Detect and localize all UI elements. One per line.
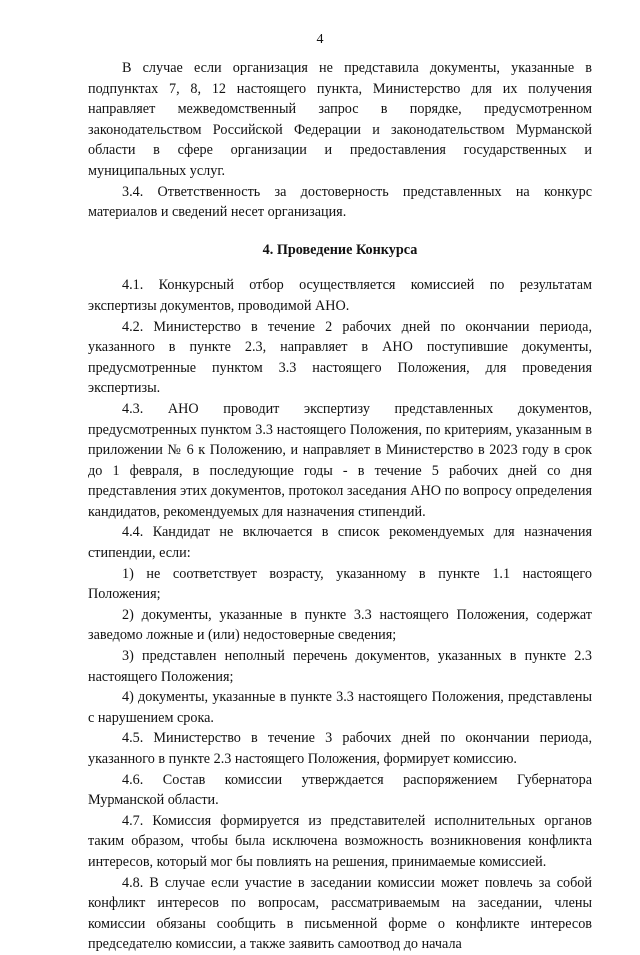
list-item-4-4-4: 4) документы, указанные в пункте 3.3 настоящего Положения, представлены с нарушением срока. [88,689,592,726]
list-item-4-4-1: 1) не соответствует возрасту, указанному в пункте 1.1 настоящего Положения; [88,565,592,603]
section-heading: 4. Проведение Конкурса [262,241,418,258]
paragraph-4-3: 4.3. АНО проводит экспертизу представленных документов, предусмотренных пунктом 3.3 настоящего Положения, по критериям, указанным в приложении № 6 к Положению, и направляет в Министерство в 2023 году в срок до 1 февраля, в последующие годы - в течение 5 рабочих дней со дня представления этих документов, протокол заседания АНО по вопросу определения кандидатов, рекомендуемых для назначения стипендий. [88,400,592,520]
paragraph-4-5: 4.5. Министерство в течение 3 рабочих дней по окончании периода, указанного в пункте 2.3 настоящего Положения, формирует комиссию. [88,730,592,767]
paragraph-4-1: 4.1. Конкурсный отбор осуществляется комиссией по результатам экспертизы документов, проводимой АНО. [88,277,592,314]
paragraph-4-2: 4.2. Министерство в течение 2 рабочих дней по окончании периода, указанного в пункте 2.3, направляет в АНО поступившие документы, предусмотренные пунктом 3.3 настоящего Положения, для проведения экспертизы. [88,318,592,397]
paragraph-interagency-request: В случае если организация не представила документы, указанные в подпунктах 7, 8, 12 настоящего пункта, Министерство для их получения направляет межведомственный запрос в порядке, предусмотренном законодательством Российской Федерации и законодательством Мурманской области в сфере организации и предоставления государственных и муниципальных услуг. [88,60,592,179]
list-item-4-4-2: 2) документы, указанные в пункте 3.3 настоящего Положения, содержат заведомо ложные и (или) недостоверные сведения; [88,606,592,644]
paragraph-4-7: 4.7. Комиссия формируется из представителей исполнительных органов таким образом, чтобы была исключена возможность возникновения конфликта интересов, который мог бы повлиять на решения, принимаемые комиссией. [88,812,592,870]
document-body [88,58,592,955]
paragraph-4-4: 4.4. Кандидат не включается в список рекомендуемых для назначения стипендии, если: [88,524,592,562]
paragraph-4-8: 4.8. В случае если участие в заседании комиссии может повлечь за собой конфликт интересов по вопросам, рассматриваемым на заседании, члены комиссии обязаны сообщить в письменной форме о конфликте интересов председателю комиссии, а также заявить самоотвод до начала [88,874,592,953]
page-number: 4 [316,32,324,47]
paragraph-4-6: 4.6. Состав комиссии утверждается распоряжением Губернатора Мурманской области. [88,771,592,809]
paragraph-3-4: 3.4. Ответственность за достоверность представленных на конкурс материалов и сведений несет организация. [88,183,592,221]
list-item-4-4-3: 3) представлен неполный перечень документов, указанных в пункте 2.3 настоящего Положения; [88,648,592,685]
